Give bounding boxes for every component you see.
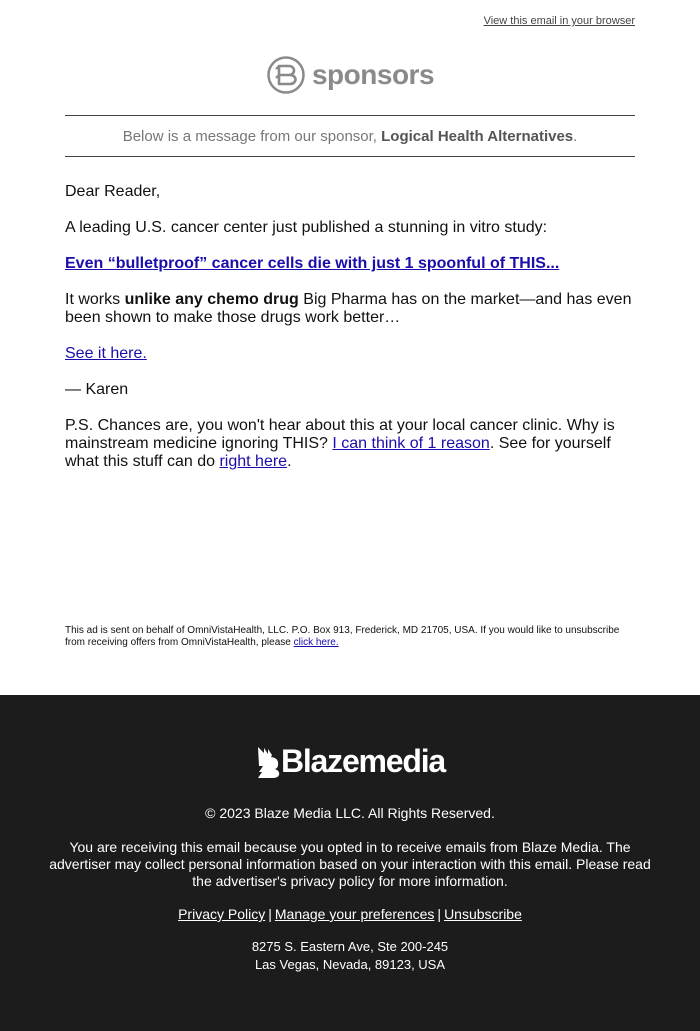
sponsor-intro-band <box>65 115 635 157</box>
body-bold-text: unlike any chemo drug <box>124 291 299 308</box>
disclaimer-text: This ad is sent on behalf of OmniVistaHealth, LLC. P.O. Box 913, Frederick, MD 21705, USA. If you would like to unsubscribe from receiving offers from OmniVistaHealth, please <box>65 625 620 648</box>
link-separator: | <box>268 906 272 922</box>
sponsor-intro-text: Below is a message from our sponsor, <box>122 127 382 145</box>
body-paragraph <box>65 291 640 327</box>
sender-disclaimer <box>65 625 640 649</box>
sponsor-intro-suffix: . <box>573 127 578 145</box>
unsubscribe-link[interactable]: Unsubscribe <box>444 906 522 922</box>
see-it-paragraph <box>65 345 640 363</box>
ps-paragraph <box>65 417 640 471</box>
view-in-browser-link[interactable]: View this email in your browser <box>483 15 635 27</box>
circled-b-icon <box>266 55 306 95</box>
headline-paragraph <box>65 255 640 273</box>
footer <box>0 695 700 1031</box>
greeting: Dear Reader, <box>65 183 161 200</box>
footer-address <box>0 938 700 974</box>
ps-right-here-link[interactable]: right here <box>219 453 288 470</box>
signature: — Karen <box>65 381 129 398</box>
footer-links <box>0 906 700 922</box>
link-separator: | <box>437 906 442 922</box>
address-line-1: 8275 S. Eastern Ave, Ste 200-245 <box>251 939 449 954</box>
ps-text-2: . See for yourself what this stuff can do <box>65 435 611 470</box>
address-line-2: Las Vegas, Nevada, 89123, USA <box>254 957 446 972</box>
flame-b-icon <box>255 745 281 779</box>
ps-reason-link[interactable]: I can think of 1 reason <box>332 435 490 452</box>
blaze-media-logo <box>0 743 700 780</box>
blaze-media-logo-text: Blazemedia <box>280 743 446 779</box>
sponsors-logo-text: sponsors <box>311 59 435 90</box>
sponsors-logo <box>0 55 700 95</box>
body-text-before: It works <box>65 291 125 308</box>
message-body <box>65 183 640 489</box>
ps-text-3: . <box>287 453 292 470</box>
sponsor-name: Logical Health Alternatives <box>381 127 574 145</box>
ps-text-1: P.S. Chances are, you won't hear about this at your local cancer clinic. Why is mainstream medicine ignoring THIS? <box>65 417 615 452</box>
privacy-policy-link[interactable]: Privacy Policy <box>178 906 266 922</box>
manage-preferences-link[interactable]: Manage your preferences <box>274 906 435 922</box>
body-text-after: Big Pharma has on the market—and has even been shown to make those drugs work better… <box>65 291 632 326</box>
footer-notice: You are receiving this email because you opted in to receive emails from Blaze Media. The advertiser may collect personal information based on your interaction with this email. Please read the advertiser's privacy policy for more information. <box>49 839 651 889</box>
copyright-text: © 2023 Blaze Media LLC. All Rights Reserved. <box>205 805 495 821</box>
see-it-here-link[interactable]: See it here. <box>65 345 147 362</box>
disclaimer-unsubscribe-link[interactable]: click here. <box>293 637 339 648</box>
headline-link[interactable]: Even “bulletproof” cancer cells die with just 1 spoonful of THIS... <box>65 255 560 272</box>
intro-paragraph: A leading U.S. cancer center just published a stunning in vitro study: <box>65 219 548 236</box>
